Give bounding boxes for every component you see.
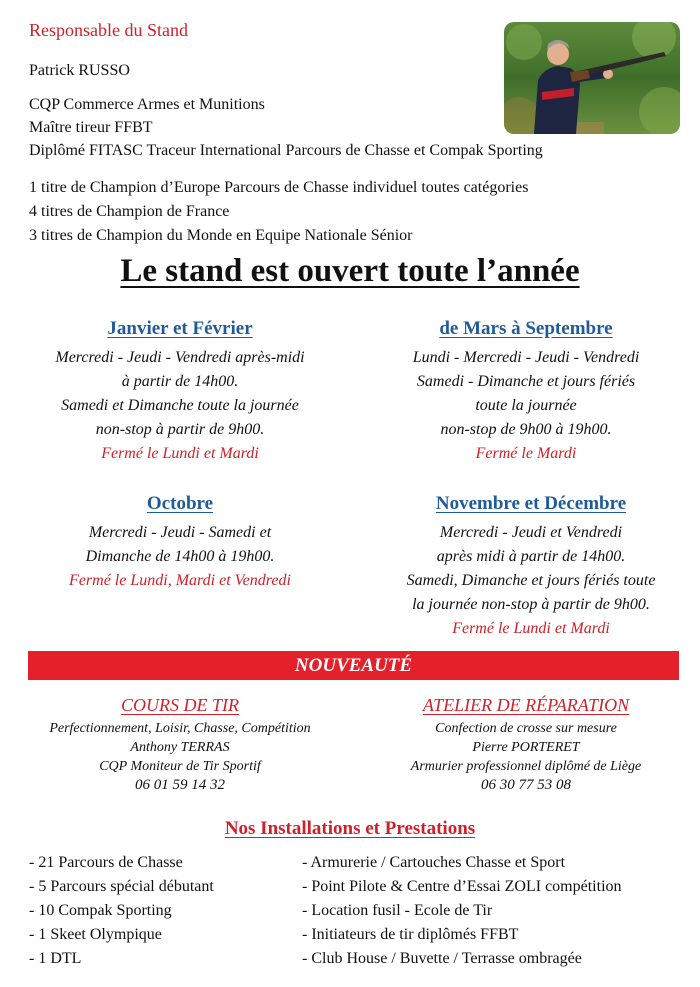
schedule-heading: de Mars à Septembre: [439, 318, 613, 339]
schedule-line: Lundi - Mercredi - Jeudi - Vendredi: [412, 349, 640, 366]
nouveaute-banner: NOUVEAUTÉ: [28, 651, 679, 680]
installations-right-list: [302, 851, 622, 971]
schedule-octobre: [20, 491, 340, 593]
title-item: 3 titres de Champion du Monde en Equipe Nationale Sénior: [29, 227, 413, 244]
schedule-heading: Octobre: [146, 493, 214, 514]
schedule-janvier-fevrier: [20, 316, 340, 466]
schedule-line: à partir de 14h00.: [121, 373, 239, 390]
schedule-line: Samedi et Dimanche toute la journée: [61, 397, 299, 414]
title-item: 4 titres de Champion de France: [29, 203, 230, 220]
schedule-line: Samedi, Dimanche et jours fériés toute: [406, 572, 656, 589]
service-heading: ATELIER DE RÉPARATION: [422, 695, 630, 715]
qualification-item: CQP Commerce Armes et Munitions: [29, 96, 265, 113]
service-cours-de-tir: [20, 693, 340, 795]
schedule-closed: Fermé le Lundi et Mardi: [101, 445, 259, 462]
schedule-line: Mercredi - Jeudi - Vendredi après-midi: [55, 349, 305, 366]
service-line: Armurier professionnel diplômé de Liège: [410, 759, 642, 774]
service-line: Perfectionnement, Loisir, Chasse, Compétition: [49, 721, 311, 736]
service-phone: 06 01 59 14 32: [135, 777, 225, 793]
qualification-item: Maître tireur FFBT: [29, 119, 153, 136]
schedule-closed: Fermé le Lundi et Mardi: [452, 620, 610, 637]
title-item: 1 titre de Champion d’Europe Parcours de Chasse individuel toutes catégories: [29, 179, 529, 196]
installations-left-list: [29, 851, 214, 971]
responsable-title: Responsable du Stand: [29, 20, 188, 40]
schedule-novembre-decembre: [366, 491, 696, 641]
schedule-line: Dimanche de 14h00 à 19h00.: [85, 548, 275, 565]
service-atelier-reparation: [366, 693, 686, 795]
service-line: Confection de crosse sur mesure: [435, 721, 617, 736]
schedule-heading: Janvier et Février: [107, 318, 253, 339]
list-item: - 5 Parcours spécial débutant: [29, 878, 214, 895]
responsable-name: Patrick RUSSO: [29, 62, 130, 79]
schedule-line: Samedi - Dimanche et jours fériés: [416, 373, 636, 390]
installations-heading: Nos Installations et Prestations: [224, 818, 476, 839]
qualification-item: Diplômé FITASC Traceur International Parcours de Chasse et Compak Sporting: [29, 142, 543, 159]
list-item: - Initiateurs de tir diplômés FFBT: [302, 926, 519, 943]
titles-list: [29, 176, 528, 248]
service-phone: 06 30 77 53 08: [481, 777, 571, 793]
service-line: CQP Moniteur de Tir Sportif: [99, 759, 261, 774]
schedule-line: toute la journée: [475, 397, 577, 414]
list-item: - 1 DTL: [29, 950, 82, 967]
shooter-photo: [504, 22, 680, 134]
main-heading: Le stand est ouvert toute l’année: [120, 253, 580, 289]
schedule-line: Mercredi - Jeudi et Vendredi: [439, 524, 623, 541]
service-line: Pierre PORTERET: [472, 740, 580, 755]
schedule-closed: Fermé le Lundi, Mardi et Vendredi: [69, 572, 291, 589]
schedule-line: la journée non-stop à partir de 9h00.: [412, 596, 650, 613]
schedule-line: Mercredi - Jeudi - Samedi et: [88, 524, 272, 541]
list-item: - Point Pilote & Centre d’Essai ZOLI compétition: [302, 878, 622, 895]
list-item: - 10 Compak Sporting: [29, 902, 172, 919]
service-line: Anthony TERRAS: [130, 740, 230, 755]
schedule-closed: Fermé le Mardi: [475, 445, 577, 462]
schedule-mars-septembre: [366, 316, 686, 466]
schedule-line: non-stop à partir de 9h00.: [95, 421, 265, 438]
list-item: - 1 Skeet Olympique: [29, 926, 162, 943]
list-item: - Club House / Buvette / Terrasse ombragée: [302, 950, 582, 967]
qualifications-list: [29, 93, 543, 162]
schedule-heading: Novembre et Décembre: [435, 493, 627, 514]
list-item: - Location fusil - Ecole de Tir: [302, 902, 493, 919]
list-item: - Armurerie / Cartouches Chasse et Sport: [302, 854, 566, 871]
list-item: - 21 Parcours de Chasse: [29, 854, 183, 871]
service-heading: COURS DE TIR: [121, 695, 239, 715]
schedule-line: non-stop de 9h00 à 19h00.: [440, 421, 612, 438]
schedule-line: après midi à partir de 14h00.: [436, 548, 626, 565]
